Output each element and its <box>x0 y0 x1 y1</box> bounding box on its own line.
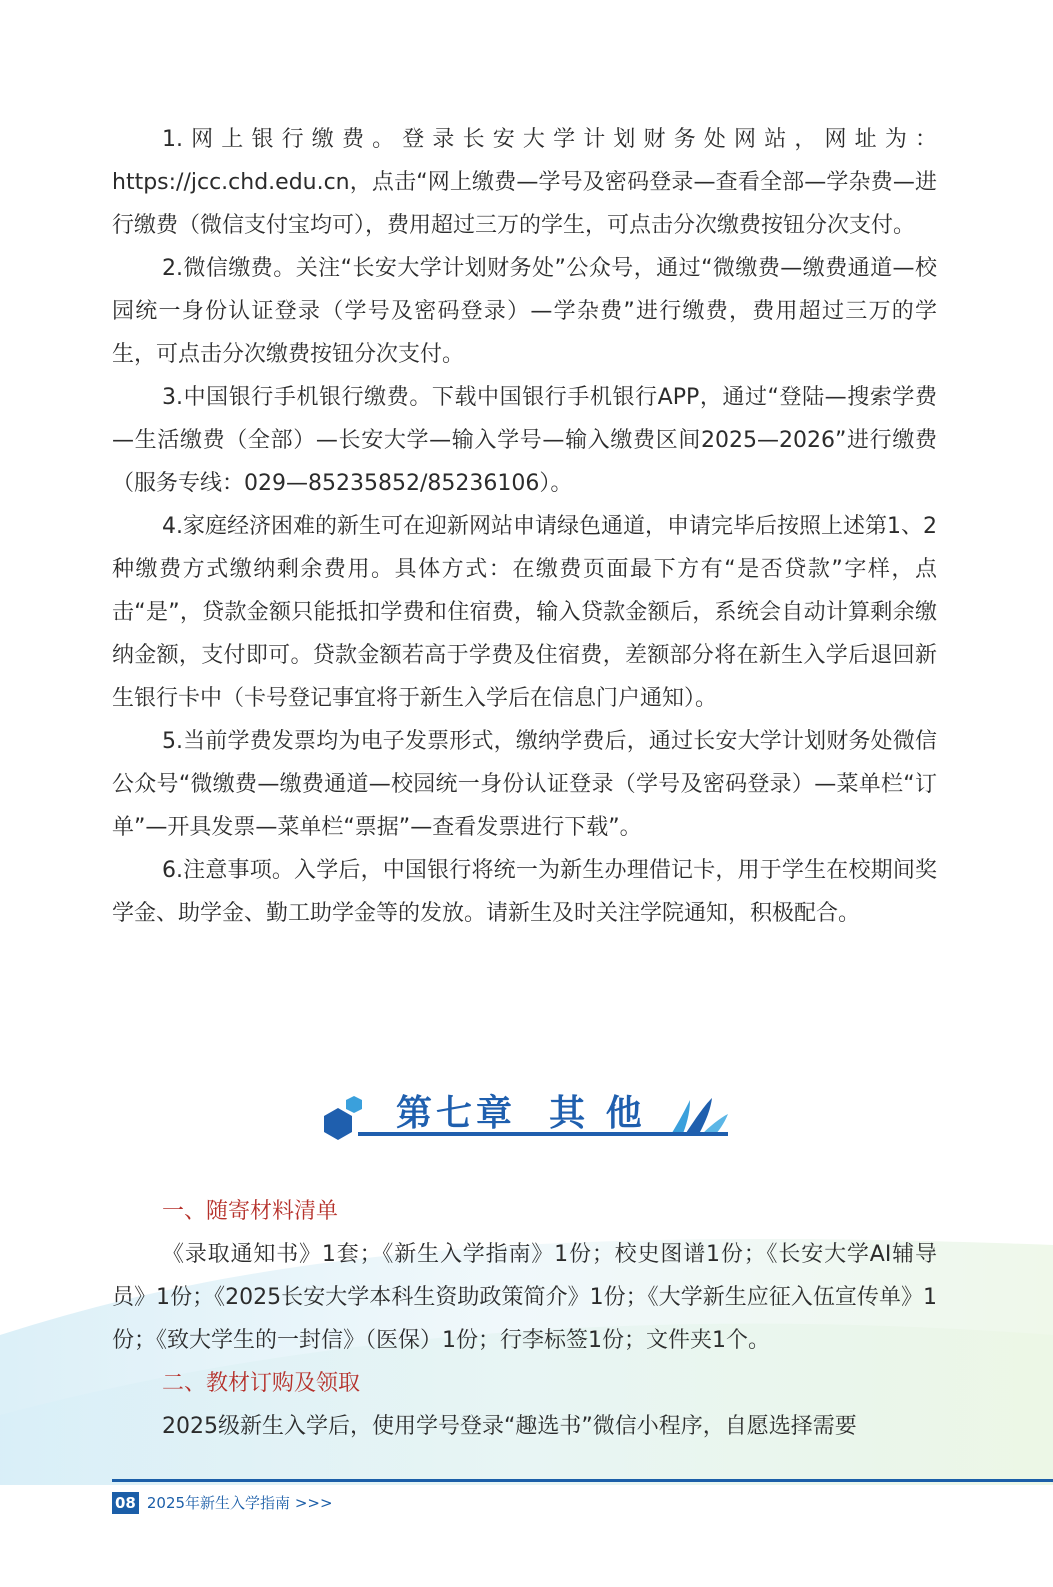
hexagon-icon <box>324 1108 352 1140</box>
chapter-seven-content <box>112 1190 937 1448</box>
section-heading-materials: 一、随寄材料清单 <box>162 1199 339 1224</box>
footer-title: 2025年新生入学指南 >>> <box>146 1494 333 1512</box>
paragraph-boc-mobile: 3.中国银行手机银行缴费。下载中国银行手机银行APP，通过“登陆—搜索学费—生活缴费（全部）—长安大学—输入学号—输入缴费区间2025—2026”进行缴费（服务专线：029—85235852/85236106）。 <box>112 385 937 496</box>
footer-divider <box>112 1479 1053 1482</box>
paragraph-wechat-payment: 2.微信缴费。关注“长安大学计划财务处”公众号，通过“微缴费—缴费通道—校园统一身份认证登录（学号及密码登录）—学杂费”进行缴费，费用超过三万的学生，可点击分次缴费按钮分次支付。 <box>112 256 937 367</box>
paragraph-invoice: 5.当前学费发票均为电子发票形式，缴纳学费后，通过长安大学计划财务处微信公众号“微缴费—缴费通道—校园统一身份认证登录（学号及密码登录）—菜单栏“订单”—开具发票—菜单栏“票据”—查看发票进行下载”。 <box>112 729 937 840</box>
chapter-title: 第七章 其 他 <box>396 1093 646 1134</box>
page-number: 08 <box>112 1492 139 1514</box>
section-heading-textbooks: 二、教材订购及领取 <box>162 1371 361 1396</box>
chapter-heading <box>318 1090 738 1150</box>
paragraph-green-channel: 4.家庭经济困难的新生可在迎新网站申请绿色通道，申请完毕后按照上述第1、2种缴费方式缴纳剩余费用。具体方式：在缴费页面最下方有“是否贷款”字样，点击“是”，贷款金额只能抵扣学费和住宿费，输入贷款金额后，系统会自动计算剩余缴纳金额，支付即可。贷款金额若高于学费及住宿费，差额部分将在新生入学后退回新生银行卡中（卡号登记事宜将于新生入学后在信息门户通知）。 <box>112 514 937 711</box>
page-footer <box>112 1491 333 1515</box>
small-hexagon-icon <box>346 1096 362 1113</box>
paragraph-textbooks: 2025级新生入学后，使用学号登录“趣选书”微信小程序，自愿选择需要 <box>162 1414 857 1439</box>
paragraph-online-banking: 1.网上银行缴费。登录长安大学计划财务处网站，网址为：https://jcc.chd.edu.cn，点击“网上缴费—学号及密码登录—查看全部—学杂费—进行缴费（微信支付宝均可），费用超过三万的学生，可点击分次缴费按钮分次支付。 <box>112 127 937 238</box>
paragraph-materials: 《录取通知书》1套；《新生入学指南》1份；校史图谱1份；《长安大学AI辅导员》1份；《2025长安大学本科生资助政策简介》1份；《大学新生应征入伍宣传单》1份；《致大学生的一封信》（医保）1份；行李标签1份；文件夹1个。 <box>112 1242 937 1353</box>
paragraph-notes: 6.注意事项。入学后，中国银行将统一为新生办理借记卡，用于学生在校期间奖学金、助学金、勤工助学金等的发放。请新生及时关注学院通知，积极配合。 <box>112 858 937 926</box>
payment-methods <box>112 118 937 935</box>
